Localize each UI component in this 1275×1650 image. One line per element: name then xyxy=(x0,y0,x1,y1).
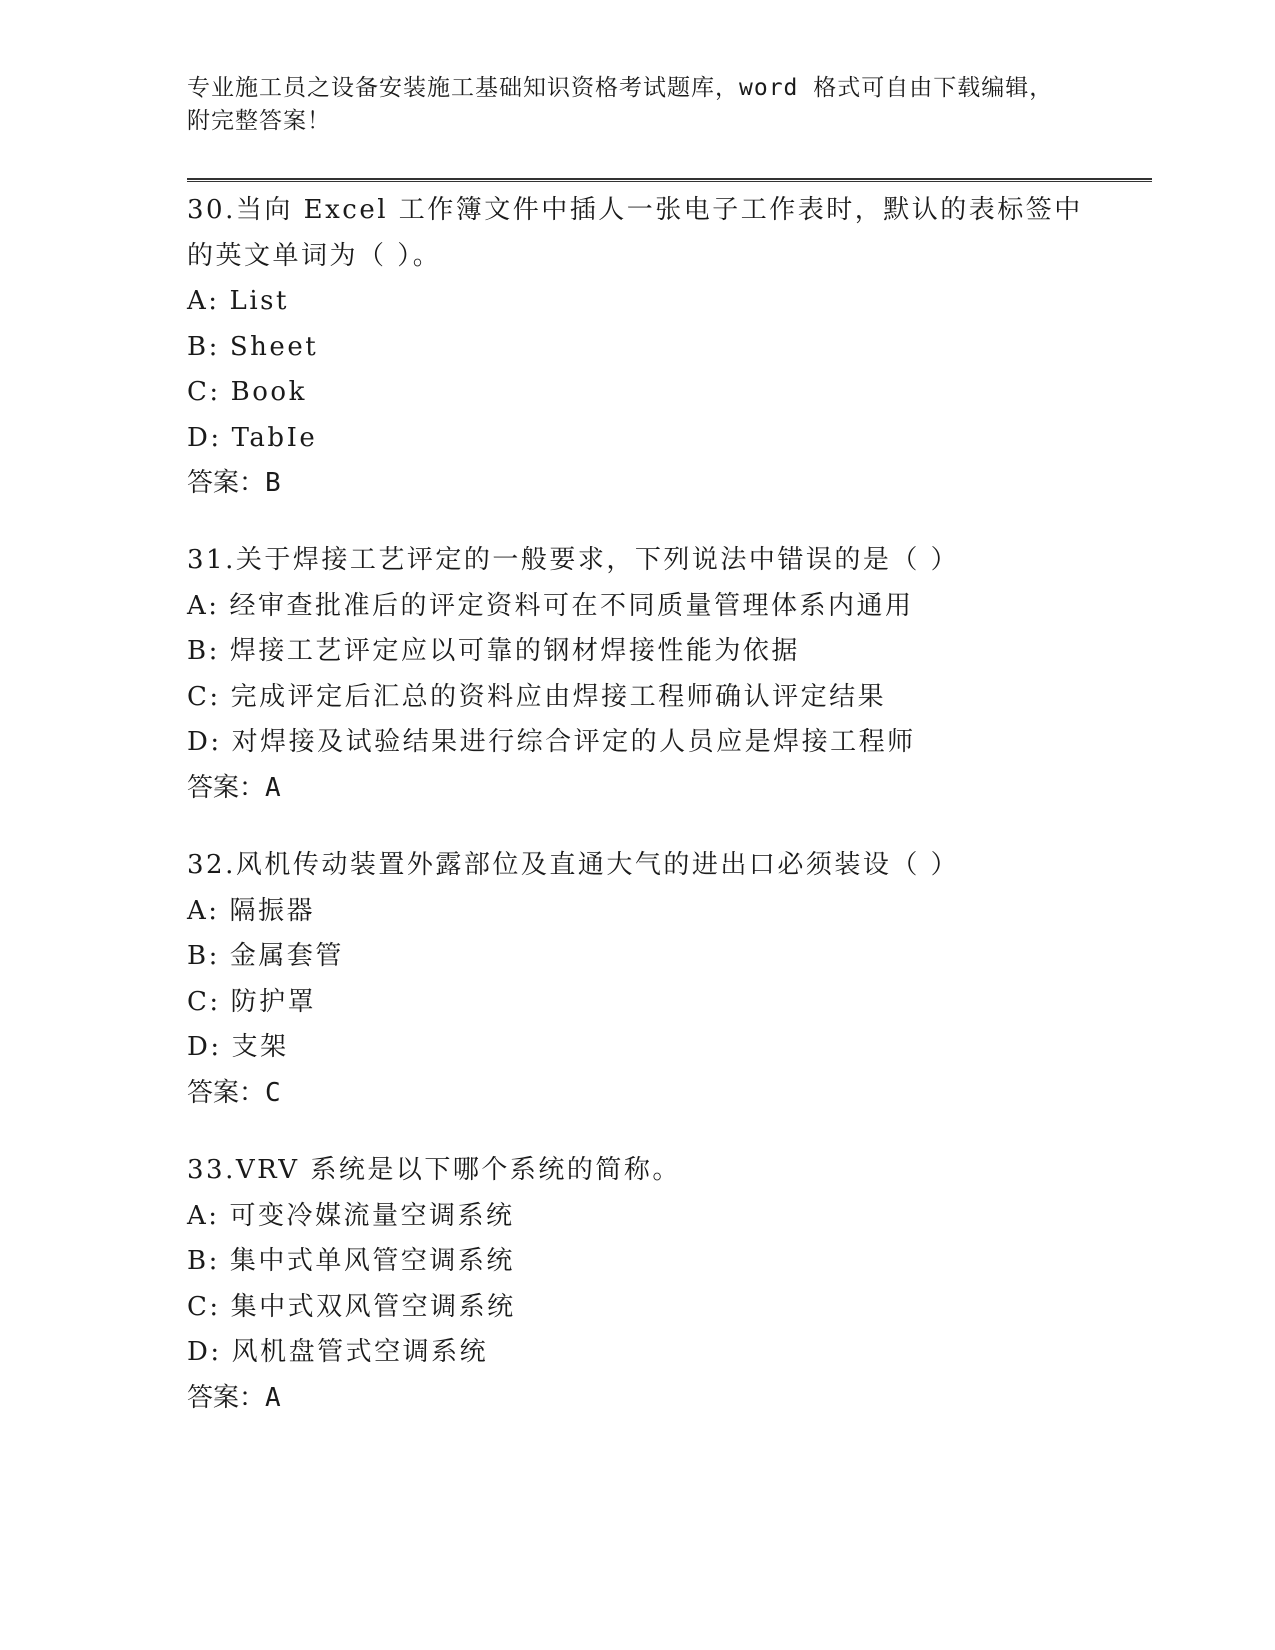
header-line-1: 专业施工员之设备安装施工基础知识资格考试题库，word 格式可自由下载编辑， xyxy=(187,75,1054,101)
question-stem: 30.当向 Excel 工作簿文件中插人一张电子工作表时，默认的表标签中 xyxy=(187,195,1083,225)
question-32 xyxy=(187,843,1152,1115)
answer: 答案：C xyxy=(187,1077,281,1108)
option-c: C: 防护罩 xyxy=(187,986,317,1017)
header-divider xyxy=(187,178,1152,182)
option-b: B: 集中式单风管空调系统 xyxy=(187,1246,515,1276)
option-a: A: 可变冷媒流量空调系统 xyxy=(187,1200,515,1231)
option-d: D: 风机盘管式空调系统 xyxy=(187,1337,489,1367)
option-a: A: 隔振器 xyxy=(187,895,316,926)
option-b: B: 焊接工艺评定应以可靠的钢材焊接性能为依据 xyxy=(187,636,800,666)
option-b: B: Sheet xyxy=(187,331,319,362)
option-b: B: 金属套管 xyxy=(187,941,344,971)
question-stem: 32.风机传动装置外露部位及直通大气的进出口必须装设（ ） xyxy=(187,850,960,880)
option-a: A: 经审查批准后的评定资料可在不同质量管理体系内通用 xyxy=(187,590,914,621)
option-d: D: 支架 xyxy=(187,1032,289,1062)
question-stem-cont: 的英文单词为（ ）。 xyxy=(187,240,442,271)
option-d: D: TabIe xyxy=(187,422,318,453)
option-d: D: 对焊接及试验结果进行综合评定的人员应是焊接工程师 xyxy=(187,727,916,757)
option-c: C: Book xyxy=(187,377,307,407)
question-stem: 31.关于焊接工艺评定的一般要求，下列说法中错误的是（ ） xyxy=(187,545,960,575)
answer: 答案：B xyxy=(187,468,281,498)
answer: 答案：A xyxy=(187,1382,281,1413)
question-stem: 33.VRV 系统是以下哪个系统的简称。 xyxy=(187,1155,681,1185)
option-c: C: 完成评定后汇总的资料应由焊接工程师确认评定结果 xyxy=(187,681,887,712)
question-31 xyxy=(187,538,1152,810)
question-30 xyxy=(187,188,1152,505)
option-a: A: List xyxy=(187,286,289,316)
answer: 答案：A xyxy=(187,772,281,803)
question-33 xyxy=(187,1148,1152,1420)
document-header xyxy=(187,72,1087,138)
header-line-2: 附完整答案！ xyxy=(187,108,331,134)
option-c: C: 集中式双风管空调系统 xyxy=(187,1291,516,1322)
